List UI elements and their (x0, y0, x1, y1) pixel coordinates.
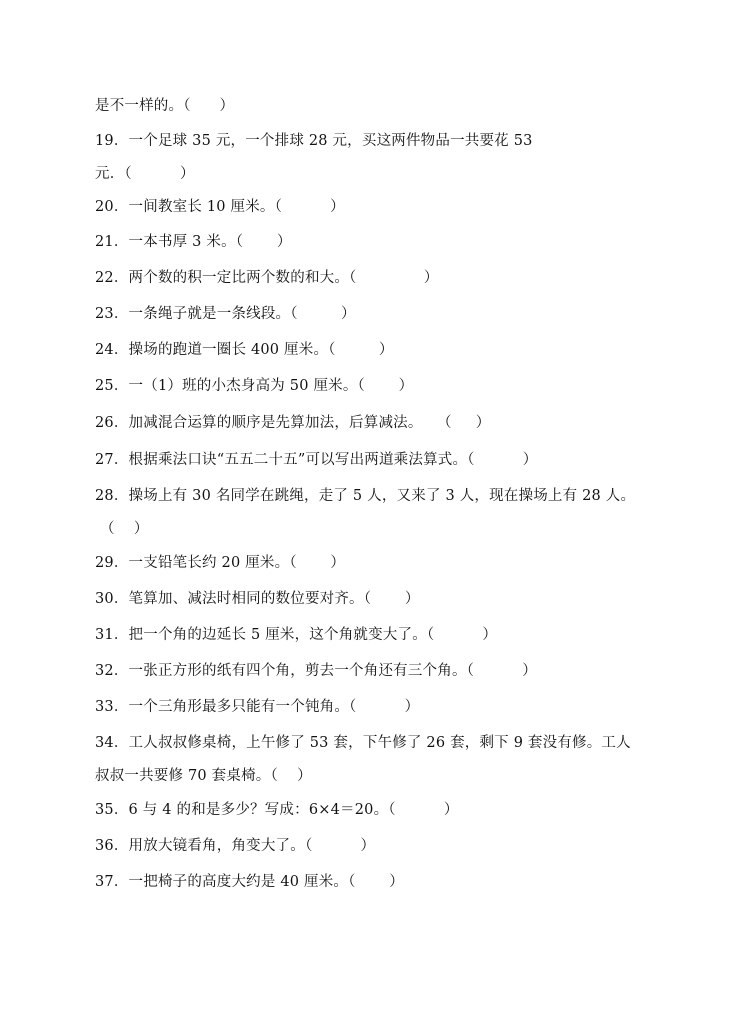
question-26: 26．加减混合运算的顺序是先算加法，后算减法。 （ ） (95, 415, 491, 431)
question-21: 21．一本书厚 3 米。（ ） (95, 234, 292, 250)
question-20: 20．一间教室长 10 厘米。（ ） (95, 199, 345, 215)
question-34-line-2: 叔叔一共要修 70 套桌椅。（ ） (95, 768, 312, 784)
question-35: 35．6 与 4 的和是多少？写成：6×4＝20。（ ） (95, 802, 459, 818)
question-28-line-1: 28．操场上有 30 名同学在跳绳，走了 5 人，又来了 3 人，现在操场上有 28 人。 (95, 488, 636, 504)
question-22: 22．两个数的积一定比两个数的和大。（ ） (95, 270, 439, 286)
question-37: 37．一把椅子的高度大约是 40 厘米。（ ） (95, 874, 404, 890)
question-23: 23．一条绳子就是一条线段。（ ） (95, 306, 356, 322)
question-19-line-2: 元．（ ） (95, 166, 195, 182)
question-24: 24．操场的跑道一圈长 400 厘米。（ ） (95, 342, 394, 358)
question-27: 27．根据乘法口诀“五五二十五”可以写出两道乘法算式。（ ） (95, 452, 538, 468)
question-36: 36．用放大镜看角，角变大了。（ ） (95, 838, 376, 854)
question-19-line-1: 19．一个足球 35 元，一个排球 28 元，买这两件物品一共要花 53 (95, 133, 533, 149)
question-31: 31．把一个角的边延长 5 厘米，这个角就变大了。（ ） (95, 627, 498, 643)
question-34-line-1: 34．工人叔叔修桌椅，上午修了 53 套，下午修了 26 套，剩下 9 套没有修。工人 (95, 735, 631, 751)
question-25: 25．一（1）班的小杰身高为 50 厘米。（ ） (95, 378, 414, 394)
question-30: 30．笔算加、减法时相同的数位要对齐。（ ） (95, 591, 420, 607)
question-29: 29．一支铅笔长约 20 厘米。（ ） (95, 555, 346, 571)
question-33: 33．一个三角形最多只能有一个钝角。（ ） (95, 699, 420, 715)
question-18-continuation: 是不一样的。（ ） (95, 98, 235, 114)
question-28-line-2: （ ） (100, 521, 149, 537)
question-32: 32．一张正方形的纸有四个角，剪去一个角还有三个角。（ ） (95, 663, 537, 679)
